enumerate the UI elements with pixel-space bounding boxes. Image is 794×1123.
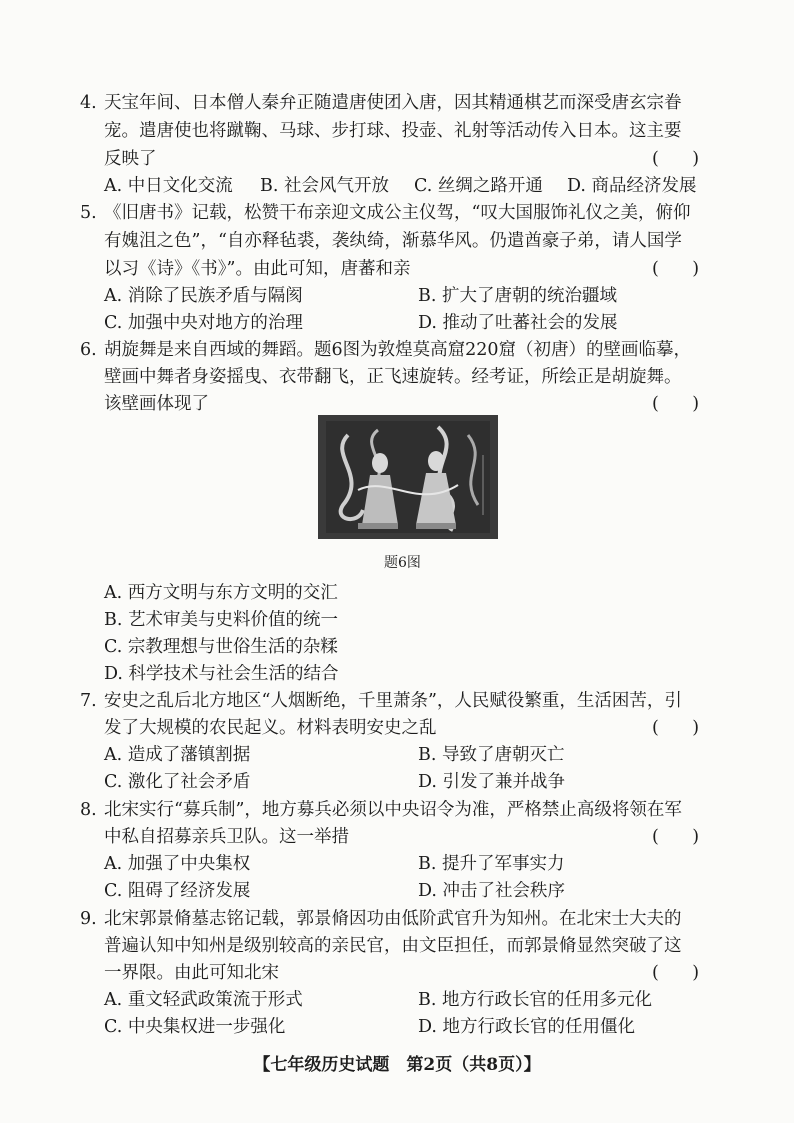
question-number: 9. bbox=[80, 909, 97, 929]
option-d: D. 商品经济发展 bbox=[567, 176, 697, 196]
question-text: 北宋郭景脩墓志铭记载，郭景脩因功由低阶武官升为知州。在北宋士大夫的 bbox=[104, 909, 682, 929]
option-d: D. 科学技术与社会生活的结合 bbox=[104, 664, 339, 684]
option-b: B. 社会风气开放 bbox=[260, 176, 389, 196]
mural-figure bbox=[318, 415, 498, 539]
option-b: B. 艺术审美与史料价值的统一 bbox=[104, 610, 338, 630]
answer-blank: ( ) bbox=[652, 827, 700, 847]
question-text: 一界限。由此可知北宋 bbox=[104, 963, 279, 983]
question-text: 该壁画体现了 bbox=[104, 394, 209, 414]
option-a: A. 消除了民族矛盾与隔阂 bbox=[104, 286, 303, 306]
question-text: 发了大规模的农民起义。材料表明安史之乱 bbox=[104, 718, 437, 738]
question-text: 胡旋舞是来自西域的舞蹈。题6图为敦煌莫高窟220窟（初唐）的壁画临摹， bbox=[104, 340, 692, 360]
question-text: 中私自招募亲兵卫队。这一举措 bbox=[104, 827, 349, 847]
question-text: 宠。遣唐使也将蹴鞠、马球、步打球、投壶、礼射等活动传入日本。这主要 bbox=[104, 121, 682, 141]
option-b: B. 导致了唐朝灭亡 bbox=[418, 745, 565, 765]
option-d: D. 地方行政长官的任用僵化 bbox=[418, 1017, 636, 1037]
answer-blank: ( ) bbox=[652, 963, 700, 983]
answer-blank: ( ) bbox=[652, 259, 700, 279]
option-d: D. 推动了吐蕃社会的发展 bbox=[418, 313, 618, 333]
question-text: 有媿沮之色”，“自亦释毡裘，袭纨绮，渐慕华风。仍遣酋豪子弟，请人国学 bbox=[104, 231, 682, 251]
question-text: 以习《诗》《书》”。由此可知，唐蕃和亲 bbox=[104, 259, 411, 279]
question-number: 7. bbox=[80, 691, 97, 711]
question-text: 天宝年间、日本僧人秦弁正随遣唐使团入唐，因其精通棋艺而深受唐玄宗眷 bbox=[104, 93, 682, 113]
option-a: A. 加强了中央集权 bbox=[104, 854, 251, 874]
option-a: A. 西方文明与东方文明的交汇 bbox=[104, 583, 338, 603]
question-number: 8. bbox=[80, 800, 97, 820]
question-number: 4. bbox=[80, 93, 97, 113]
page-footer: 【七年级历史试题 第2页（共8页）】 bbox=[253, 1055, 541, 1075]
option-a: A. 中日文化交流 bbox=[104, 176, 233, 196]
question-text: 《旧唐书》记载，松赞干布亲迎文成公主仪驾，“叹大国服饰礼仪之美，俯仰 bbox=[104, 203, 691, 223]
option-c: C. 阻碍了经济发展 bbox=[104, 881, 251, 901]
option-b: B. 扩大了唐朝的统治疆域 bbox=[418, 286, 617, 306]
question-text: 北宋实行“募兵制”，地方募兵必须以中央诏令为准，严格禁止高级将领在军 bbox=[104, 800, 682, 820]
answer-blank: ( ) bbox=[652, 149, 700, 169]
question-text: 壁画中舞者身姿摇曳、衣带翻飞，正飞速旋转。经考证，所绘正是胡旋舞。 bbox=[104, 367, 682, 387]
option-a: A. 造成了藩镇割据 bbox=[104, 745, 251, 765]
option-c: C. 中央集权进一步强化 bbox=[104, 1017, 286, 1037]
option-d: D. 冲击了社会秩序 bbox=[418, 881, 566, 901]
option-d: D. 引发了兼并战争 bbox=[418, 772, 566, 792]
figure-caption: 题6图 bbox=[384, 555, 421, 571]
question-number: 5. bbox=[80, 203, 97, 223]
option-c: C. 宗教理想与世俗生活的杂糅 bbox=[104, 637, 338, 657]
option-c: C. 加强中央对地方的治理 bbox=[104, 313, 303, 333]
answer-blank: ( ) bbox=[652, 394, 700, 414]
question-text: 普遍认知中知州是级别较高的亲民官，由文臣担任，而郭景脩显然突破了这 bbox=[104, 936, 682, 956]
question-number: 6. bbox=[80, 340, 97, 360]
question-text: 反映了 bbox=[104, 149, 157, 169]
question-text: 安史之乱后北方地区“人烟断绝，千里萧条”，人民赋役繁重，生活困苦，引 bbox=[104, 691, 682, 711]
option-b: B. 地方行政长官的任用多元化 bbox=[418, 990, 652, 1010]
option-c: C. 激化了社会矛盾 bbox=[104, 772, 251, 792]
dancer-mural-image bbox=[318, 415, 498, 539]
option-a: A. 重文轻武政策流于形式 bbox=[104, 990, 303, 1010]
option-c: C. 丝绸之路开通 bbox=[414, 176, 543, 196]
answer-blank: ( ) bbox=[652, 718, 700, 738]
option-b: B. 提升了军事实力 bbox=[418, 854, 565, 874]
